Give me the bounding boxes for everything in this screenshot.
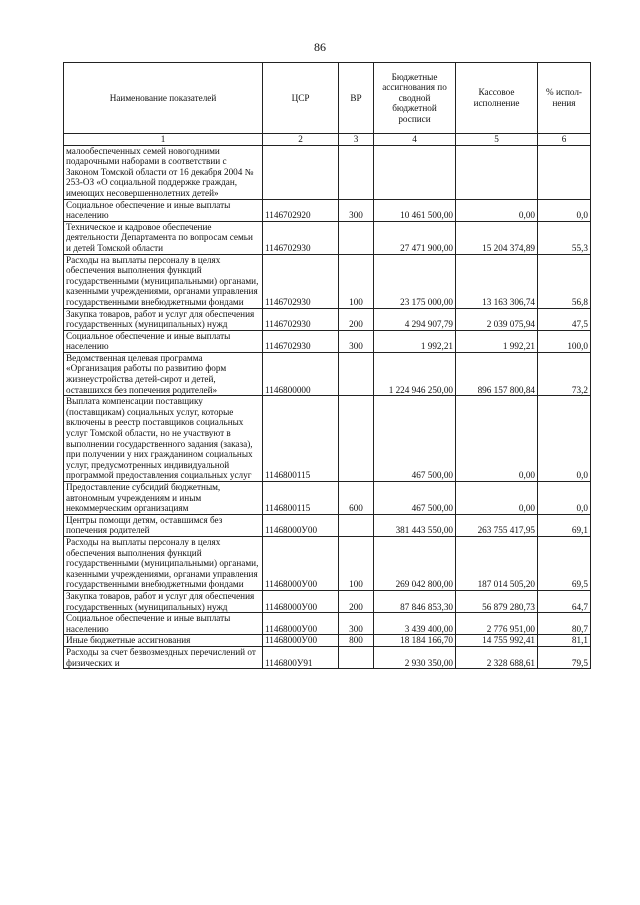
row-name: Иные бюджетные ассигнования xyxy=(64,635,263,647)
table-row xyxy=(64,330,591,352)
table-row xyxy=(64,199,591,221)
row-kassa-amount: 2 776 951,00 xyxy=(456,613,538,635)
row-kassa-amount: 13 163 306,74 xyxy=(456,254,538,308)
row-name: Социальное обеспечение и иные выплаты населению xyxy=(64,330,263,352)
row-budget-amount: 3 439 400,00 xyxy=(374,613,456,635)
row-vr xyxy=(339,396,374,482)
row-name: малообеспеченных семей новогодними подарочными наборами в соответствии с Законом Томской области от 16 декабря 2004 № 253-ОЗ «О социальной поддержке граждан, имеющих несовершеннолетних детей» xyxy=(64,145,263,199)
row-percent: 80,7 xyxy=(538,613,591,635)
row-kassa-amount: 896 157 800,84 xyxy=(456,352,538,395)
row-percent: 56,8 xyxy=(538,254,591,308)
row-kassa-amount: 263 755 417,95 xyxy=(456,514,538,536)
header-name: Наименование показателей xyxy=(64,63,263,134)
row-vr: 300 xyxy=(339,330,374,352)
row-budget-amount: 467 500,00 xyxy=(374,396,456,482)
row-csr: 1146702920 xyxy=(263,199,339,221)
table-row xyxy=(64,396,591,482)
column-number: 1 xyxy=(64,134,263,146)
table-row xyxy=(64,352,591,395)
row-vr: 300 xyxy=(339,613,374,635)
table-row xyxy=(64,221,591,254)
row-name: Расходы на выплаты персоналу в целях обеспечения выполнения функций государственными (муниципальными) органами, казенными учреждениями, органами управления государственными внебюджетными фондами xyxy=(64,536,263,590)
row-percent: 0,0 xyxy=(538,482,591,515)
row-vr xyxy=(339,352,374,395)
row-csr: 1146800115 xyxy=(263,482,339,515)
table-row xyxy=(64,514,591,536)
row-kassa-amount: 2 328 688,61 xyxy=(456,646,538,668)
header-pct: % испол-нения xyxy=(538,63,591,134)
row-csr xyxy=(263,145,339,199)
row-percent: 69,1 xyxy=(538,514,591,536)
row-budget-amount: 2 930 350,00 xyxy=(374,646,456,668)
row-budget-amount: 1 992,21 xyxy=(374,330,456,352)
row-budget-amount: 23 175 000,00 xyxy=(374,254,456,308)
row-budget-amount: 269 042 800,00 xyxy=(374,536,456,590)
header-row xyxy=(64,63,591,134)
row-vr xyxy=(339,145,374,199)
row-csr: 1146800115 xyxy=(263,396,339,482)
row-name: Предоставление субсидий бюджетным, автономным учреждениям и иным некоммерческим организациям xyxy=(64,482,263,515)
row-percent: 69,5 xyxy=(538,536,591,590)
row-percent: 64,7 xyxy=(538,590,591,612)
column-number: 4 xyxy=(374,134,456,146)
row-budget-amount: 381 443 550,00 xyxy=(374,514,456,536)
row-name: Техническое и кадровое обеспечение деятельности Департамента по вопросам семьи и детей Томской области xyxy=(64,221,263,254)
row-name: Социальное обеспечение и иные выплаты населению xyxy=(64,613,263,635)
table-row xyxy=(64,482,591,515)
row-name: Социальное обеспечение и иные выплаты населению xyxy=(64,199,263,221)
row-vr: 200 xyxy=(339,308,374,330)
row-percent: 0,0 xyxy=(538,199,591,221)
row-kassa-amount: 187 014 505,20 xyxy=(456,536,538,590)
row-kassa-amount: 14 755 992,41 xyxy=(456,635,538,647)
row-vr: 100 xyxy=(339,536,374,590)
row-csr: 11468000У00 xyxy=(263,613,339,635)
row-csr: 1146702930 xyxy=(263,221,339,254)
row-kassa-amount: 56 879 280,73 xyxy=(456,590,538,612)
table-row xyxy=(64,613,591,635)
row-kassa-amount: 0,00 xyxy=(456,396,538,482)
header-csr: ЦСР xyxy=(263,63,339,134)
header-budget: Бюджетные ассигнования по сводной бюджетной росписи xyxy=(374,63,456,134)
row-budget-amount: 27 471 900,00 xyxy=(374,221,456,254)
row-name: Закупка товаров, работ и услуг для обеспечения государственных (муниципальных) нужд xyxy=(64,590,263,612)
row-kassa-amount: 0,00 xyxy=(456,199,538,221)
row-vr xyxy=(339,221,374,254)
row-name: Ведомственная целевая программа «Организация работы по развитию форм жизнеустройства детей-сирот и детей, оставшихся без попечения родителей» xyxy=(64,352,263,395)
row-budget-amount: 467 500,00 xyxy=(374,482,456,515)
row-budget-amount: 87 846 853,30 xyxy=(374,590,456,612)
row-vr xyxy=(339,514,374,536)
table-row xyxy=(64,590,591,612)
row-csr: 11468000У00 xyxy=(263,514,339,536)
table-row xyxy=(64,635,591,647)
table-row xyxy=(64,145,591,199)
row-kassa-amount xyxy=(456,145,538,199)
row-csr: 1146702930 xyxy=(263,308,339,330)
row-csr: 1146702930 xyxy=(263,254,339,308)
row-csr: 1146702930 xyxy=(263,330,339,352)
row-name: Расходы за счет безвозмездных перечислений от физических и xyxy=(64,646,263,668)
row-budget-amount: 4 294 907,79 xyxy=(374,308,456,330)
row-percent: 81,1 xyxy=(538,635,591,647)
row-kassa-amount: 15 204 374,89 xyxy=(456,221,538,254)
row-percent: 47,5 xyxy=(538,308,591,330)
row-vr: 300 xyxy=(339,199,374,221)
row-percent xyxy=(538,145,591,199)
row-percent: 55,3 xyxy=(538,221,591,254)
row-name: Выплата компенсации поставщику (поставщикам) социальных услуг, которые включены в реестр поставщиков социальных услуг Томской области, но не участвуют в выполнении государственного задания (заказа), при получении у них гражданином социальных услуг, предусмотренных индивидуальной программой предоставления социальных услуг xyxy=(64,396,263,482)
page-number: 86 xyxy=(314,40,326,54)
column-number: 5 xyxy=(456,134,538,146)
row-kassa-amount: 2 039 075,94 xyxy=(456,308,538,330)
row-csr: 1146800У91 xyxy=(263,646,339,668)
row-vr: 600 xyxy=(339,482,374,515)
header-kassa: Кассовое исполнение xyxy=(456,63,538,134)
row-vr xyxy=(339,646,374,668)
row-budget-amount: 18 184 166,70 xyxy=(374,635,456,647)
row-budget-amount: 10 461 500,00 xyxy=(374,199,456,221)
row-vr: 200 xyxy=(339,590,374,612)
table-row xyxy=(64,646,591,668)
row-budget-amount: 1 224 946 250,00 xyxy=(374,352,456,395)
table-body xyxy=(64,145,591,669)
column-number: 6 xyxy=(538,134,591,146)
row-csr: 11468000У00 xyxy=(263,590,339,612)
header-vr: ВР xyxy=(339,63,374,134)
row-percent: 73,2 xyxy=(538,352,591,395)
row-percent: 100,0 xyxy=(538,330,591,352)
row-kassa-amount: 1 992,21 xyxy=(456,330,538,352)
row-vr: 100 xyxy=(339,254,374,308)
row-csr: 1146800000 xyxy=(263,352,339,395)
row-vr: 800 xyxy=(339,635,374,647)
column-number-row xyxy=(64,134,591,146)
row-csr: 11468000У00 xyxy=(263,635,339,647)
row-budget-amount xyxy=(374,145,456,199)
column-number: 3 xyxy=(339,134,374,146)
row-kassa-amount: 0,00 xyxy=(456,482,538,515)
table-row xyxy=(64,254,591,308)
row-csr: 11468000У00 xyxy=(263,536,339,590)
column-number: 2 xyxy=(263,134,339,146)
row-percent: 79,5 xyxy=(538,646,591,668)
row-name: Закупка товаров, работ и услуг для обеспечения государственных (муниципальных) нужд xyxy=(64,308,263,330)
row-name: Расходы на выплаты персоналу в целях обеспечения выполнения функций государственными (муниципальными) органами, казенными учреждениями, органами управления государственными внебюджетными фондами xyxy=(64,254,263,308)
budget-table xyxy=(63,62,591,669)
table-row xyxy=(64,308,591,330)
table-row xyxy=(64,536,591,590)
row-name: Центры помощи детям, оставшимся без попечения родителей xyxy=(64,514,263,536)
row-percent: 0,0 xyxy=(538,396,591,482)
